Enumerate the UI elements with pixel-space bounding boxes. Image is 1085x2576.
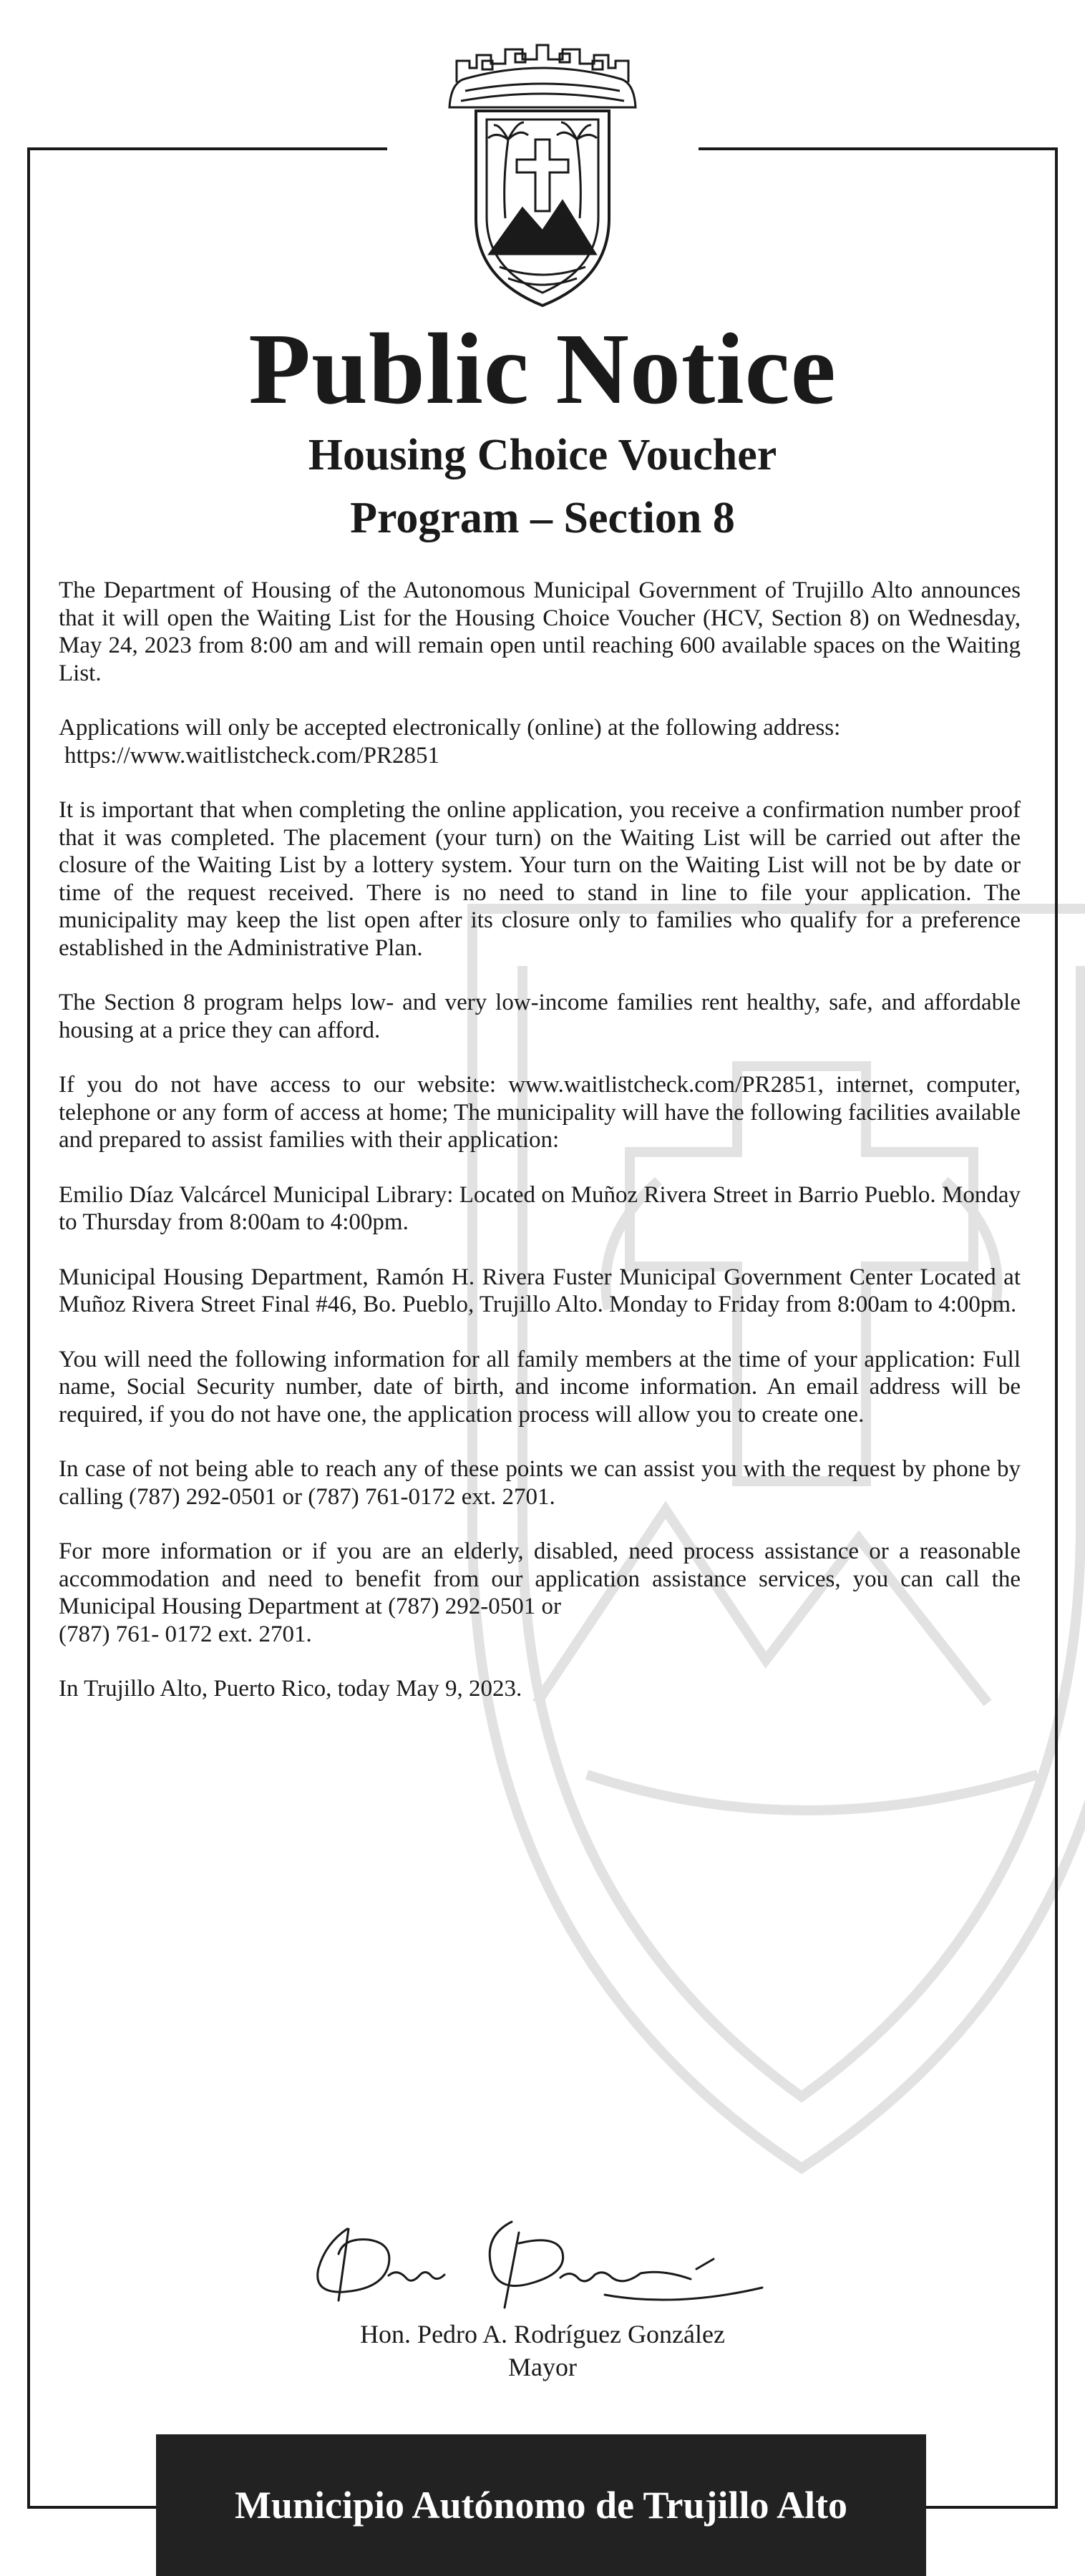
signer-name: Hon. Pedro A. Rodríguez González	[360, 2320, 725, 2348]
subtitle-line-1: Housing Choice Voucher	[308, 431, 777, 479]
paragraph-library-location: Emilio Díaz Valcárcel Municipal Library: Located on Muñoz Rivera Street in Barrio Pueblo. Monday to Thursday from 8:00am to 4:00pm.	[59, 1181, 1021, 1235]
accommodation-text: For more information or if you are an elderly, disabled, need process assistance or a reasonable accommodation and need to benefit from our application assistance services, you can call the Municipal Housing Department at (787) 292-0501 or	[59, 1538, 1021, 1619]
paragraph-access: If you do not have access to our website: www.waitlistcheck.com/PR2851, internet, computer, telephone or any form of access at home; The municipality will have the following facilities available and prepared to assist families with their application:	[59, 1072, 1021, 1153]
notice-body	[59, 577, 1021, 1730]
paragraph-applications	[59, 714, 1021, 769]
frame-bottom-left	[27, 2506, 156, 2509]
paragraph-housing-department-location: Municipal Housing Department, Ramón H. Rivera Fuster Municipal Government Center Located at Muñoz Rivera Street Final #46, Bo. Pueblo, Trujillo Alto. Monday to Friday from 8:00am to 4:00pm.	[59, 1264, 1021, 1317]
accommodation-phone: (787) 761- 0172 ext. 2701.	[59, 1621, 312, 1647]
paragraph-phone-assistance: In case of not being able to reach any of these points we can assist you with the request by phone by calling (787) 292-0501 or (787) 761-0172 ext. 2701.	[59, 1456, 1021, 1510]
paragraph-program-description: The Section 8 program helps low- and very low-income families rent healthy, safe, and affordable housing at a price they can afford.	[59, 990, 1021, 1043]
signer-title: Mayor	[508, 2353, 577, 2381]
footer-municipality-name: Municipio Autónomo de Trujillo Alto	[234, 2484, 848, 2527]
frame-top-left	[27, 147, 387, 150]
frame-bottom-right	[926, 2506, 1058, 2509]
footer-banner	[156, 2434, 926, 2576]
paragraph-announcement: The Department of Housing of the Autonomous Municipal Government of Trujillo Alto announces that it will open the Waiting List for the Housing Choice Voucher (HCV, Section 8) on Wednesday, May 24, 2023 from 8:00 am and will remain open until reaching 600 available spaces on the Waiting List.	[59, 577, 1021, 686]
mayor-signature	[304, 2200, 791, 2315]
municipal-crest-icon	[437, 39, 648, 311]
applications-intro: Applications will only be accepted electronically (online) at the following address:	[59, 715, 841, 741]
page-title: Public Notice	[248, 312, 837, 425]
paragraph-required-information: You will need the following information for all family members at the time of your application: Full name, Social Security number, date of birth, and income information. An email address will be required, if you do not have one, the application process will allow you to create one.	[59, 1346, 1021, 1428]
frame-top-right	[699, 147, 1058, 150]
paragraph-date-place: In Trujillo Alto, Puerto Rico, today May 9, 2023.	[59, 1676, 522, 1702]
paragraph-confirmation: It is important that when completing the online application, you receive a confirmation number proof that it was completed. The placement (your turn) on the Waiting List will be carried out after the closure of the Waiting List by a lottery system. Your turn on the Waiting List will not be by date or time of the request received. There is no need to stand in line to file your application. The municipality may keep the list open after its closure only to families who qualify for a preference established in the Administrative Plan.	[59, 797, 1021, 961]
subtitle-line-2: Program – Section 8	[350, 494, 735, 542]
paragraph-accommodation	[59, 1538, 1021, 1648]
application-url-link[interactable]: https://www.waitlistcheck.com/PR2851	[64, 742, 439, 769]
